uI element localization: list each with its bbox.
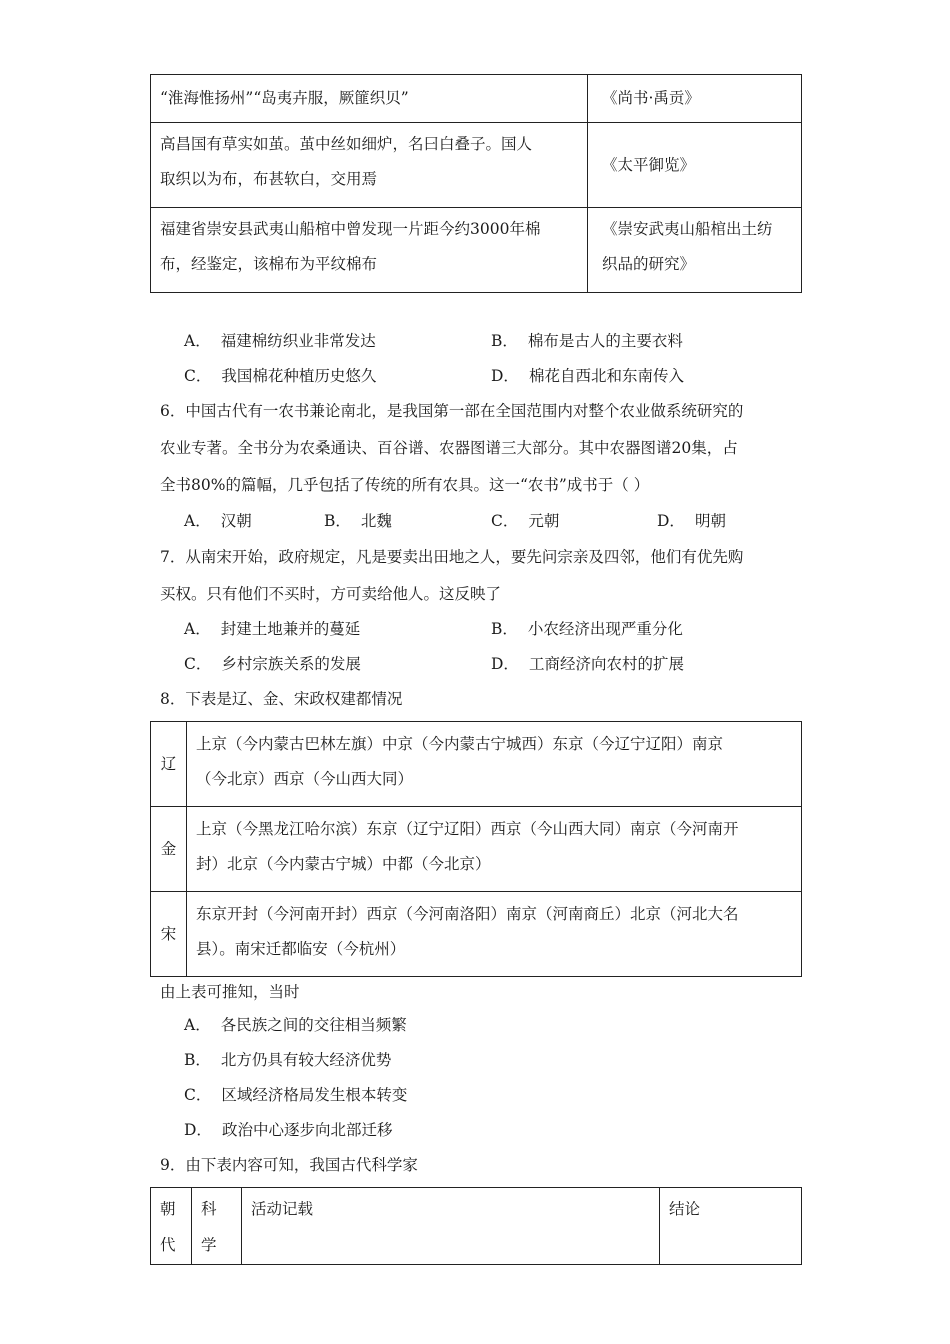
q6-option-a[interactable]: A． 汉朝 — [184, 512, 252, 530]
option-text: 北方仍具有较大经济优势 — [220, 1051, 392, 1069]
q7-option-a[interactable]: A． 封建土地兼并的蔓延 — [184, 620, 361, 638]
source-text-cell — [151, 75, 588, 123]
option-text: 棉花自西北和东南传入 — [528, 367, 684, 385]
source-text-line: 高昌国有草实如茧。茧中丝如细炉，名曰白叠子。国人 — [160, 135, 533, 153]
q6-stem-line: 全书80%的篇幅，几乎包括了传统的所有农具。这一“农书”成书于（ ） — [160, 476, 650, 494]
capitals-table — [150, 721, 802, 977]
q5-option-c[interactable]: C． 我国棉花种植历史悠久 — [184, 367, 377, 385]
option-text: 乡村宗族关系的发展 — [221, 655, 361, 673]
capitals-line: 上京（今黑龙江哈尔滨）东京（辽宁辽阳）西京（今山西大同）南京（今河南开 — [196, 820, 739, 838]
capitals-line: 东京开封（今河南开封）西京（今河南洛阳）南京（河南商丘）北京（河北大名 — [196, 905, 739, 923]
source-title: 《尚书·禹贡》 — [602, 89, 700, 107]
table-header-row — [151, 1188, 802, 1265]
q7-option-d[interactable]: D． 工商经济向农村的扩展 — [491, 655, 684, 673]
capitals-cell — [187, 722, 802, 807]
table-row — [151, 892, 802, 977]
q5-option-b[interactable]: B． 棉布是古人的主要衣料 — [491, 332, 683, 350]
source-title-cell — [588, 208, 802, 293]
source-text: “淮海惟扬州”“岛夷卉服，厥篚织贝” — [160, 89, 409, 107]
q9-stem: 9．由下表内容可知，我国古代科学家 — [160, 1156, 418, 1174]
header-scientist — [192, 1188, 242, 1265]
scientists-table — [150, 1187, 802, 1265]
q6-option-b[interactable]: B． 北魏 — [324, 512, 392, 530]
q5-option-a[interactable]: A． 福建棉纺织业非常发达 — [184, 332, 376, 350]
option-text: 福建棉纺织业非常发达 — [220, 332, 376, 350]
source-text-line: 取织以为布，布甚软白，交用焉 — [160, 170, 378, 188]
source-title-cell — [588, 75, 802, 123]
q8-after-text: 由上表可推知，当时 — [160, 983, 300, 1001]
capitals-line: 上京（今内蒙古巴林左旗）中京（今内蒙古宁城西）东京（今辽宁辽阳）南京 — [196, 735, 724, 753]
q7-stem-line: 买权。只有他们不买时，方可卖给他人。这反映了 — [160, 585, 502, 603]
header-char: 代 — [160, 1236, 176, 1254]
q8-stem: 8．下表是辽、金、宋政权建都情况 — [160, 690, 403, 708]
q5-option-d[interactable]: D． 棉花自西北和东南传入 — [491, 367, 684, 385]
capitals-line: 县）。南宋迁都临安（今杭州） — [196, 940, 406, 958]
option-text: 工商经济向农村的扩展 — [528, 655, 684, 673]
q6-stem-line: 农业专著。全书分为农桑通诀、百谷谱、农器图谱三大部分。其中农器图谱20集，占 — [160, 439, 738, 457]
q6-option-d[interactable]: D． 明朝 — [657, 512, 726, 530]
option-text: 汉朝 — [220, 512, 252, 530]
table-row — [151, 123, 802, 208]
header-conclusion — [660, 1188, 802, 1265]
header-char: 学 — [201, 1236, 217, 1254]
q6-option-c[interactable]: C． 元朝 — [491, 512, 560, 530]
cotton-sources-table — [150, 74, 802, 293]
source-title-line: 《崇安武夷山船棺出土纺 — [602, 220, 773, 238]
option-text: 政治中心逐步向北部迁移 — [221, 1121, 393, 1139]
source-title-cell — [588, 123, 802, 208]
q8-option-b[interactable]: B． 北方仍具有较大经济优势 — [184, 1051, 392, 1069]
q6-stem-line: 6．中国古代有一农书兼论南北，是我国第一部在全国范围内对整个农业做系统研究的 — [160, 402, 744, 420]
option-text: 元朝 — [528, 512, 560, 530]
capitals-cell — [187, 892, 802, 977]
capitals-line: 封）北京（今内蒙古宁城）中都（今北京） — [196, 855, 491, 873]
q7-option-b[interactable]: B． 小农经济出现严重分化 — [491, 620, 683, 638]
q8-option-c[interactable]: C． 区域经济格局发生根本转变 — [184, 1086, 408, 1104]
q7-option-c[interactable]: C． 乡村宗族关系的发展 — [184, 655, 361, 673]
q8-option-a[interactable]: A． 各民族之间的交往相当频繁 — [184, 1016, 407, 1034]
source-text-cell — [151, 208, 588, 293]
option-text: 各民族之间的交往相当频繁 — [220, 1016, 407, 1034]
table-row — [151, 208, 802, 293]
option-text: 区域经济格局发生根本转变 — [221, 1086, 408, 1104]
option-text: 我国棉花种植历史悠久 — [221, 367, 377, 385]
dynasty-label: 金 — [151, 807, 187, 892]
capitals-line: （今北京）西京（今山西大同） — [196, 770, 414, 788]
dynasty-label: 宋 — [151, 892, 187, 977]
dynasty-label: 辽 — [151, 722, 187, 807]
header-char: 科 — [201, 1200, 217, 1218]
source-title: 《太平御览》 — [602, 155, 696, 174]
header-text: 结论 — [669, 1200, 701, 1218]
capitals-cell — [187, 807, 802, 892]
header-dynasty — [151, 1188, 192, 1265]
header-char: 朝 — [160, 1200, 176, 1218]
option-text: 明朝 — [694, 512, 726, 530]
q8-option-d[interactable]: D． 政治中心逐步向北部迁移 — [184, 1121, 393, 1139]
table-row — [151, 722, 802, 807]
option-text: 小农经济出现严重分化 — [527, 620, 683, 638]
source-text-cell — [151, 123, 588, 208]
option-text: 北魏 — [360, 512, 392, 530]
q7-stem-line: 7．从南宋开始，政府规定，凡是要卖出田地之人，要先问宗亲及四邻，他们有优先购 — [160, 548, 744, 566]
source-text-line: 布，经鉴定，该棉布为平纹棉布 — [160, 255, 378, 273]
header-text: 活动记载 — [251, 1200, 314, 1218]
option-text: 封建土地兼并的蔓延 — [220, 620, 361, 638]
option-text: 棉布是古人的主要衣料 — [527, 332, 683, 350]
table-row — [151, 807, 802, 892]
source-title-line: 织品的研究》 — [602, 255, 696, 273]
table-row — [151, 75, 802, 123]
source-text-line: 福建省崇安县武夷山船棺中曾发现一片距今约3000年棉 — [160, 220, 541, 238]
header-activity — [242, 1188, 660, 1265]
